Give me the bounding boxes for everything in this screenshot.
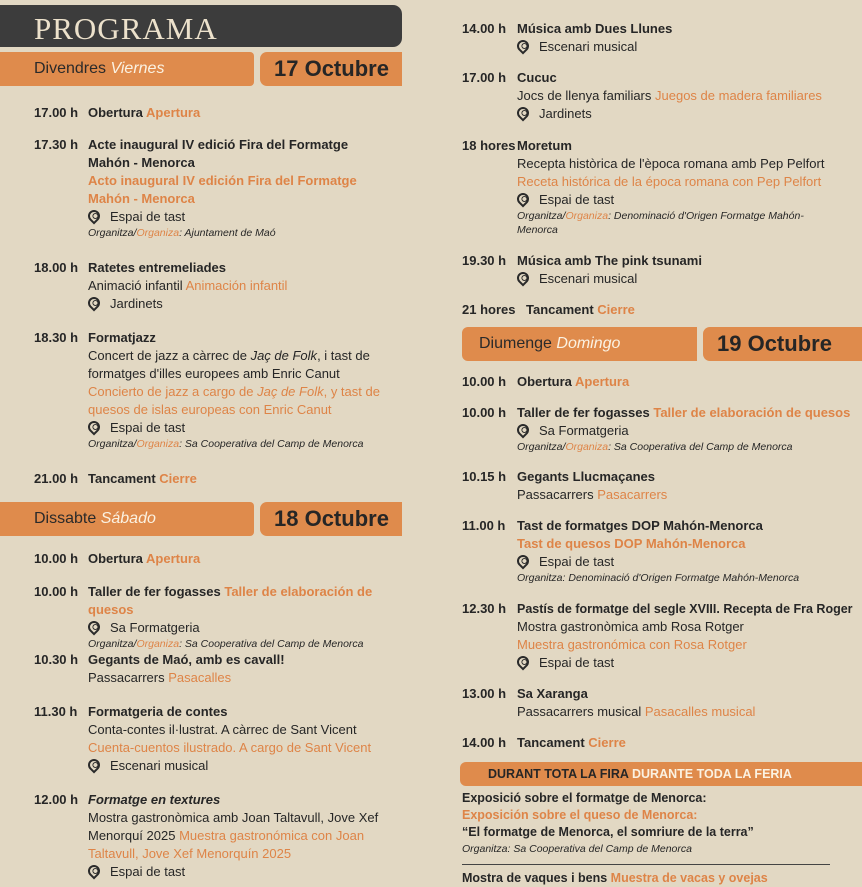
event-location: Espai de tast [517, 553, 857, 571]
event-time: 19.30 h [462, 253, 507, 268]
event-title: Tancament Cierre [88, 471, 197, 486]
event-time: 10.30 h [34, 652, 79, 667]
event-time: 10.00 h [462, 374, 507, 389]
day-header-saturday [0, 502, 402, 536]
event-title: Tancament Cierre [526, 302, 635, 317]
event-title: Música amb The pink tsunami [517, 253, 702, 268]
event-title: Formatge en textures [88, 792, 221, 807]
day-name: Dissabte Sábado [34, 510, 156, 527]
event-organizer: Organitza/Organiza: Sa Cooperativa del Camp de Menorca [517, 441, 793, 453]
event-title: Tancament Cierre [517, 735, 626, 750]
event-subtitle: Mostra gastronòmica amb Rosa Rotger [517, 619, 744, 634]
event-time: 10.00 h [462, 405, 507, 420]
event-subtitle-es: Concierto de jazz a cargo de Jaç de Folk, y tast de quesos de islas europeas con Enric Canut [88, 384, 380, 417]
day-date: 17 Octubre [260, 52, 402, 86]
event-title: Sa Xaranga [517, 686, 588, 701]
exhibition-quote: “El formatge de Menorca, el somriure de la terra” [462, 825, 754, 839]
event-location: Sa Formatgeria [88, 619, 404, 637]
day-name-bar [0, 52, 254, 86]
exhibition-info [462, 790, 842, 858]
event-location: Espai de tast [88, 419, 398, 437]
event-title: Pastís de formatge del segle XVIII. Recepta de Fra Roger [517, 602, 853, 616]
event-subtitle: Conta-contes il·lustrat. A càrrec de Sant Vicent [88, 722, 357, 737]
event-location: Espai de tast [517, 191, 857, 209]
event-subtitle-es: Receta histórica de la época romana con Pep Pelfort [517, 174, 822, 189]
event-time: 17.00 h [462, 70, 507, 85]
location-pin-icon [515, 422, 532, 439]
event-location: Escenari musical [517, 38, 857, 56]
event-time: 17.30 h [34, 137, 79, 152]
event-location: Jardinets [88, 295, 404, 313]
event-organizer: Organitza: Denominació d'Origen Formatge Mahón-Menorca [517, 572, 800, 584]
day-name: Divendres Viernes [34, 60, 165, 77]
event-time: 11.30 h [34, 704, 78, 719]
event-organizer: Organitza/Organiza: Sa Cooperativa del Camp de Menorca [88, 638, 364, 650]
event-title: Música amb Dues Llunes [517, 21, 673, 36]
exhibition-title: Exposició sobre el formatge de Menorca: [462, 791, 707, 805]
location-pin-icon [515, 553, 532, 570]
event-subtitle: Mostra gastronòmica amb Joan Taltavull, Jove Xef Menorquí 2025 Muestra gastronómica con Joan Taltavull, Jove Xef Menorquín 2025 [88, 810, 379, 861]
programa-header [0, 5, 402, 47]
event-time: 18.00 h [34, 260, 79, 275]
location-pin-icon [86, 208, 103, 225]
event-title: Taller de fer fogasses Taller de elaboración de quesos [88, 584, 373, 617]
location-pin-icon [86, 295, 103, 312]
location-pin-icon [86, 863, 103, 880]
event-time: 10.00 h [34, 551, 79, 566]
exhibition-title-es: Exposición sobre el queso de Menorca: [462, 808, 698, 822]
location-pin-icon [86, 757, 103, 774]
event-subtitle: Jocs de llenya familiars Juegos de madera familiares [517, 88, 822, 103]
event-title-es: Tast de quesos DOP Mahón-Menorca [517, 536, 746, 551]
event-location: Escenari musical [88, 757, 404, 775]
event-time: 18.30 h [34, 330, 79, 345]
event-location: Espai de tast [517, 654, 862, 672]
event-title: Taller de fer fogasses Taller de elaboración de quesos [517, 405, 851, 420]
event-title: Moretum [517, 138, 572, 153]
event-time: 13.00 h [462, 686, 507, 701]
event-location: Espai de tast [88, 863, 384, 881]
event-title: Acte inaugural IV edició Fira del Formatge Mahón - Menorca [88, 137, 349, 170]
location-pin-icon [86, 619, 103, 636]
event-subtitle: Recepta històrica de l'època romana amb Pep Pelfort [517, 156, 825, 171]
day-name-bar [0, 502, 254, 536]
event-location: Jardinets [517, 105, 857, 123]
event-time: 21.00 h [34, 471, 79, 486]
livestock-show: Mostra de vaques i bens Muestra de vacas y ovejas [462, 871, 768, 885]
event-title: Formatjazz [88, 330, 156, 345]
location-pin-icon [515, 270, 532, 287]
whole-fair-header: DURANT TOTA LA FIRA DURANTE TODA LA FERIA [460, 762, 862, 786]
event-subtitle: Animació infantil Animación infantil [88, 278, 288, 293]
location-pin-icon [86, 419, 103, 436]
day-date: 19 Octubre [703, 327, 862, 361]
event-location: Sa Formatgeria [517, 422, 857, 440]
event-title: Cucuc [517, 70, 557, 85]
divider [462, 864, 830, 865]
event-title: Ratetes entremeliades [88, 260, 227, 275]
day-header-friday [0, 52, 402, 86]
event-title: Obertura Apertura [517, 374, 630, 389]
event-title: Gegants Llucmaçanes [517, 469, 655, 484]
location-pin-icon [515, 105, 532, 122]
event-organizer: Organitza/Organiza: Ajuntament de Maó [88, 227, 276, 239]
event-time: 17.00 h [34, 105, 79, 120]
event-time: 10.00 h [34, 584, 79, 599]
event-subtitle: Passacarrers Pasacarrers [517, 487, 668, 502]
event-subtitle: Concert de jazz a càrrec de Jaç de Folk, i tast de formatges d'illes europees amb Enric Canut [88, 348, 370, 381]
page-title: PROGRAMA [34, 11, 218, 46]
exhibition-organizer: Organitza: Sa Cooperativa del Camp de Menorca [462, 843, 692, 855]
event-time: 14.00 h [462, 735, 507, 750]
event-time: 12.00 h [34, 792, 79, 807]
event-subtitle: Passacarrers Pasacalles [88, 670, 232, 685]
event-time: 18 hores [462, 138, 516, 153]
event-title: Formatgeria de contes [88, 704, 228, 719]
location-pin-icon [515, 654, 532, 671]
event-time: 14.00 h [462, 21, 507, 36]
event-organizer: Organitza/Organiza: Sa Cooperativa del Camp de Menorca [88, 438, 364, 450]
location-pin-icon [515, 38, 532, 55]
day-header-sunday [462, 327, 862, 361]
event-time: 10.15 h [462, 469, 507, 484]
location-pin-icon [515, 191, 532, 208]
event-subtitle-es: Muestra gastronómica con Rosa Rotger [517, 637, 747, 652]
day-date: 18 Octubre [260, 502, 402, 536]
event-organizer: Organitza/Organiza: Denominació d'Origen Formatge Mahón-Menorca [517, 210, 804, 236]
day-name-bar [462, 327, 697, 361]
event-time: 11.00 h [462, 518, 506, 533]
event-title-es: Acto inaugural IV edición Fira del Formatge Mahón - Menorca [88, 173, 357, 206]
event-title: Gegants de Maó, amb es cavall! [88, 652, 285, 667]
event-subtitle-es: Cuenta-cuentos ilustrado. A cargo de Sant Vicent [88, 740, 372, 755]
event-subtitle: Passacarrers musical Pasacalles musical [517, 704, 756, 719]
event-location: Escenari musical [517, 270, 857, 288]
event-title: Obertura Apertura [88, 105, 201, 120]
event-time: 12.30 h [462, 601, 507, 616]
day-name: Diumenge Domingo [479, 335, 621, 352]
event-title: Tast de formatges DOP Mahón-Menorca [517, 518, 763, 533]
event-time: 21 hores [462, 302, 516, 317]
event-title: Obertura Apertura [88, 551, 201, 566]
event-location: Espai de tast [88, 208, 358, 226]
